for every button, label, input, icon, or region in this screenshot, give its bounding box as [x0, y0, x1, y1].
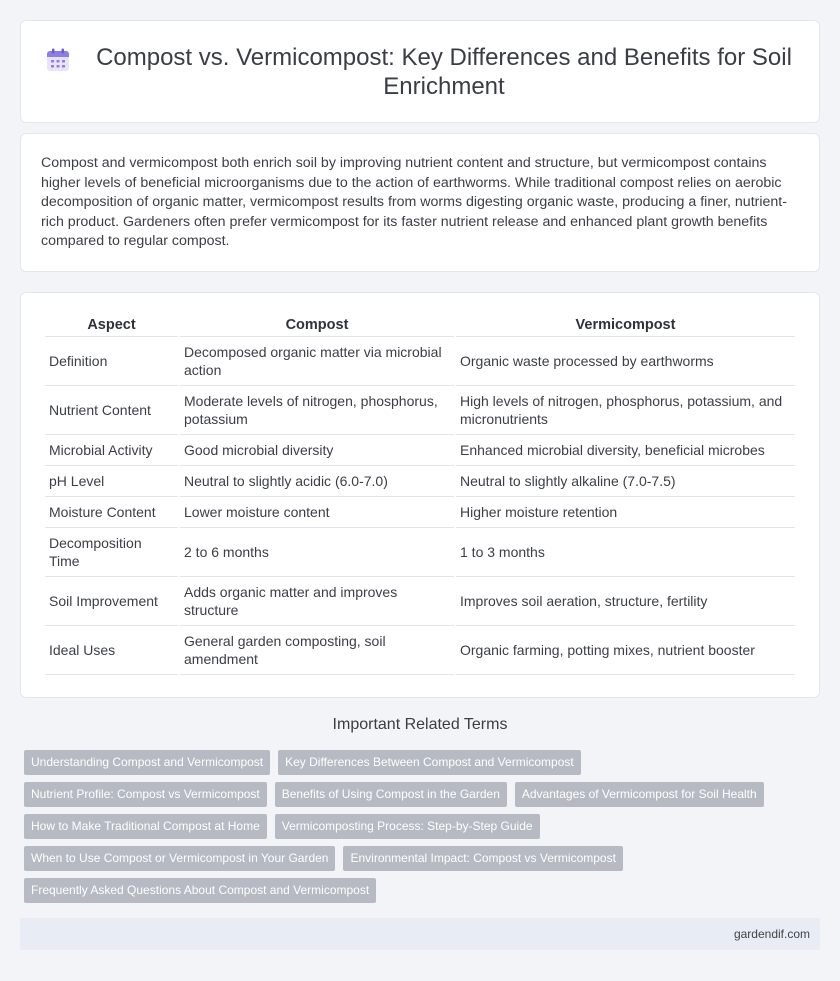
cell-vermicompost: Improves soil aeration, structure, fertility [456, 577, 795, 626]
intro-paragraph: Compost and vermicompost both enrich soil by improving nutrient content and structure, but vermicompost contains higher levels of beneficial microorganisms due to the action of earthworms. While traditional compost relies on aerobic decomposition of organic matter, vermicompost results from worms digesting organic waste, producing a finer, nutrient-rich product. Gardeners often prefer vermicompost for its faster nutrient release and enhanced plant growth benefits compared to regular compost. [41, 155, 787, 250]
related-term-tag[interactable]: How to Make Traditional Compost at Home [24, 814, 267, 839]
related-term-tag[interactable]: Vermicomposting Process: Step-by-Step Guide [275, 814, 540, 839]
cell-aspect: pH Level [45, 466, 178, 497]
cell-aspect: Microbial Activity [45, 435, 178, 466]
cell-compost: General garden composting, soil amendment [180, 626, 454, 675]
table-row [45, 497, 795, 528]
cell-vermicompost: High levels of nitrogen, phosphorus, potassium, and micronutrients [456, 386, 795, 435]
page-title: Compost vs. Vermicompost: Key Differences and Benefits for Soil Enrichment [96, 44, 792, 100]
related-term-tag[interactable]: Key Differences Between Compost and Vermicompost [278, 750, 581, 775]
cell-compost: 2 to 6 months [180, 528, 454, 577]
table-row [45, 528, 795, 577]
cell-compost: Adds organic matter and improves structure [180, 577, 454, 626]
cell-aspect: Moisture Content [45, 497, 178, 528]
related-terms-tags [24, 750, 814, 910]
related-term-tag[interactable]: Advantages of Vermicompost for Soil Health [515, 782, 764, 807]
related-terms-heading: Important Related Terms [332, 716, 508, 733]
cell-aspect: Definition [45, 337, 178, 386]
related-term-tag[interactable]: Understanding Compost and Vermicompost [24, 750, 270, 775]
table-row [45, 577, 795, 626]
footer-site-link[interactable]: gardendif.com [733, 927, 810, 941]
cell-compost: Neutral to slightly acidic (6.0-7.0) [180, 466, 454, 497]
related-term-tag[interactable]: Benefits of Using Compost in the Garden [275, 782, 507, 807]
cell-aspect: Decomposition Time [45, 528, 178, 577]
cell-vermicompost: Organic farming, potting mixes, nutrient booster [456, 626, 795, 675]
intro-card [20, 133, 820, 272]
table-header-row [45, 313, 795, 337]
cell-vermicompost: Neutral to slightly alkaline (7.0-7.5) [456, 466, 795, 497]
header-aspect: Aspect [45, 313, 178, 337]
table-row [45, 386, 795, 435]
calendar-icon [45, 47, 71, 73]
header-compost: Compost [180, 313, 454, 337]
cell-aspect: Soil Improvement [45, 577, 178, 626]
related-term-tag[interactable]: Nutrient Profile: Compost vs Vermicompost [24, 782, 267, 807]
table-row [45, 337, 795, 386]
cell-vermicompost: Higher moisture retention [456, 497, 795, 528]
cell-compost: Lower moisture content [180, 497, 454, 528]
cell-vermicompost: Enhanced microbial diversity, beneficial microbes [456, 435, 795, 466]
header-card [20, 20, 820, 123]
cell-aspect: Nutrient Content [45, 386, 178, 435]
cell-compost: Good microbial diversity [180, 435, 454, 466]
comparison-table [43, 313, 797, 675]
title-row [21, 21, 819, 101]
table-row [45, 466, 795, 497]
related-term-tag[interactable]: Environmental Impact: Compost vs Vermicompost [343, 846, 622, 871]
table-row [45, 435, 795, 466]
cell-aspect: Ideal Uses [45, 626, 178, 675]
table-row [45, 626, 795, 675]
cell-compost: Decomposed organic matter via microbial action [180, 337, 454, 386]
cell-compost: Moderate levels of nitrogen, phosphorus, potassium [180, 386, 454, 435]
related-term-tag[interactable]: When to Use Compost or Vermicompost in Your Garden [24, 846, 335, 871]
cell-vermicompost: Organic waste processed by earthworms [456, 337, 795, 386]
header-vermicompost: Vermicompost [456, 313, 795, 337]
footer [20, 918, 820, 950]
comparison-table-card [20, 292, 820, 698]
cell-vermicompost: 1 to 3 months [456, 528, 795, 577]
related-term-tag[interactable]: Frequently Asked Questions About Compost and Vermicompost [24, 878, 376, 903]
